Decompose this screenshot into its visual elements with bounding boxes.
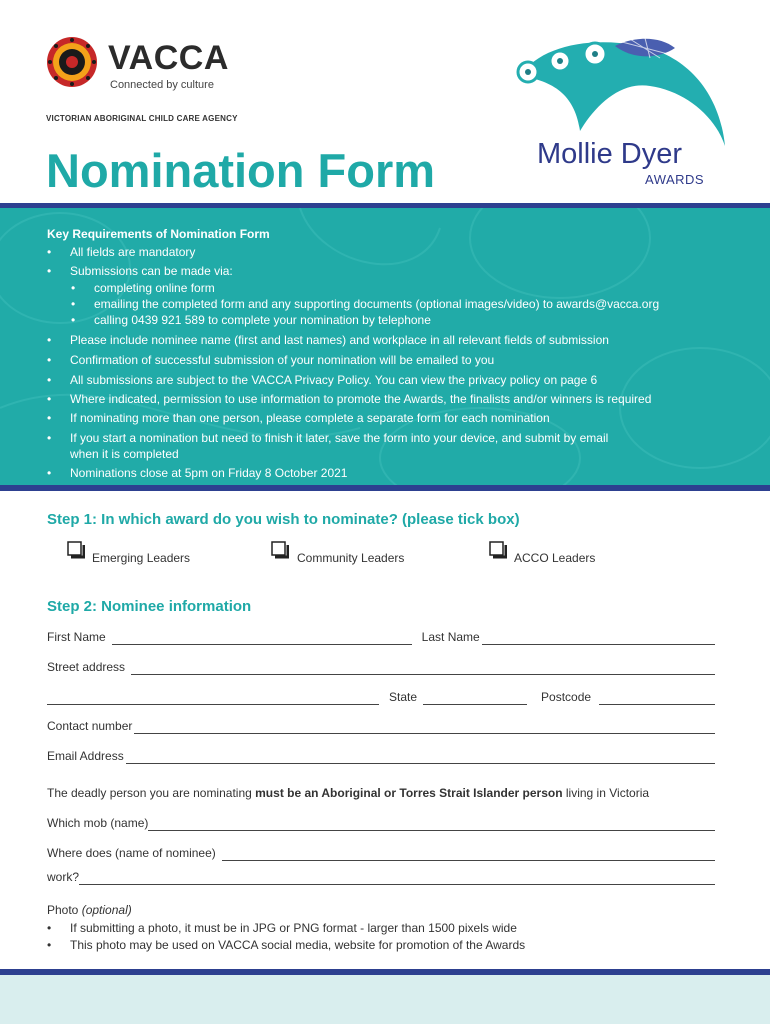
awards-label: AWARDS bbox=[645, 172, 705, 187]
mob-label: Which mob (name) bbox=[47, 816, 149, 830]
first-name-field[interactable] bbox=[112, 633, 412, 645]
street-label: Street address bbox=[47, 660, 126, 674]
contact-row bbox=[47, 718, 717, 734]
contact-field[interactable] bbox=[134, 722, 715, 734]
awards-name: Mollie Dyer bbox=[537, 138, 683, 170]
sub-list-item: • completing online form bbox=[71, 281, 215, 295]
footer-band bbox=[0, 969, 770, 1024]
photo-list bbox=[47, 920, 727, 954]
list-item: • All submissions are subject to the VACCA Privacy Policy. You can view the privacy policy on page 6 bbox=[47, 373, 598, 387]
workplace-label-2: work? bbox=[47, 870, 80, 884]
mob-row bbox=[47, 815, 717, 831]
postcode-field[interactable] bbox=[599, 693, 715, 705]
address-row bbox=[47, 689, 717, 705]
street-row bbox=[47, 659, 717, 675]
email-row bbox=[47, 748, 717, 764]
state-label: State bbox=[389, 690, 418, 704]
last-name-label: Last Name bbox=[421, 630, 480, 644]
requirements-title: Key Requirements of Nomination Form bbox=[47, 227, 270, 241]
vacca-logo bbox=[46, 36, 98, 88]
list-item: • Where indicated, permission to use information to promote the Awards, the finalists and/or winners is required bbox=[47, 392, 652, 406]
sub-list-item: • calling 0439 921 589 to complete your nomination by telephone bbox=[71, 313, 431, 327]
step2-heading: Step 2: Nominee information bbox=[47, 598, 252, 615]
option-emerging-leaders: Emerging Leaders bbox=[92, 551, 191, 565]
option-acco-leaders: ACCO Leaders bbox=[514, 551, 596, 565]
step1-heading: Step 1: In which award do you wish to nominate? (please tick box) bbox=[47, 511, 520, 528]
option-community-leaders: Community Leaders bbox=[297, 551, 405, 565]
checkbox-acco-leaders[interactable] bbox=[489, 541, 507, 559]
requirements-list bbox=[47, 225, 747, 481]
workplace-row bbox=[47, 845, 717, 861]
list-item: • Please include nominee name (first and last names) and workplace in all relevant fields of submission bbox=[47, 333, 609, 347]
agency-name: VICTORIAN ABORIGINAL CHILD CARE AGENCY bbox=[46, 114, 238, 123]
workplace-row-2 bbox=[47, 869, 717, 885]
mob-field[interactable] bbox=[148, 819, 715, 831]
workplace-field-2[interactable] bbox=[79, 873, 715, 885]
eligibility-text: The deadly person you are nominating must be an Aboriginal or Torres Strait Islander person living in Victoria bbox=[47, 786, 650, 800]
list-item: • Nominations close at 5pm on Friday 8 October 2021 bbox=[47, 466, 348, 480]
postcode-label: Postcode bbox=[541, 690, 592, 704]
list-item: • All fields are mandatory bbox=[47, 245, 196, 259]
state-field[interactable] bbox=[423, 693, 527, 705]
last-name-field[interactable] bbox=[482, 633, 715, 645]
checkbox-community-leaders[interactable] bbox=[271, 541, 289, 559]
email-label: Email Address bbox=[47, 749, 124, 763]
list-item: • Confirmation of successful submission of your nomination will be emailed to you bbox=[47, 353, 495, 367]
list-item-continued: when it is completed bbox=[70, 447, 179, 461]
list-item: • This photo may be used on VACCA social media, website for promotion of the Awards bbox=[47, 938, 526, 952]
list-item: • If you start a nomination but need to finish it later, save the form into your device, and submit by email bbox=[47, 431, 609, 445]
workplace-field[interactable] bbox=[222, 849, 715, 861]
list-item: • If submitting a photo, it must be in JPG or PNG format - larger than 1500 pixels wide bbox=[47, 921, 517, 935]
page-title: Nomination Form bbox=[46, 144, 436, 197]
suburb-field[interactable] bbox=[47, 693, 379, 705]
contact-label: Contact number bbox=[47, 719, 133, 733]
photo-label: Photo (optional) bbox=[47, 903, 132, 917]
street-field[interactable] bbox=[131, 663, 715, 675]
workplace-label: Where does (name of nominee) bbox=[47, 846, 216, 860]
list-item: • If nominating more than one person, please complete a separate form for each nomination bbox=[47, 411, 550, 425]
org-tagline: Connected by culture bbox=[110, 79, 214, 91]
sub-list-item: • emailing the completed form and any supporting documents (optional images/video) to awards@vacca.org bbox=[71, 297, 660, 311]
checkbox-emerging-leaders[interactable] bbox=[67, 541, 85, 559]
name-row bbox=[47, 629, 717, 645]
email-field[interactable] bbox=[126, 752, 715, 764]
list-item: • Submissions can be made via: bbox=[47, 264, 233, 278]
org-name: VACCA bbox=[108, 39, 229, 77]
requirements-panel bbox=[0, 203, 770, 491]
first-name-label: First Name bbox=[47, 630, 106, 644]
